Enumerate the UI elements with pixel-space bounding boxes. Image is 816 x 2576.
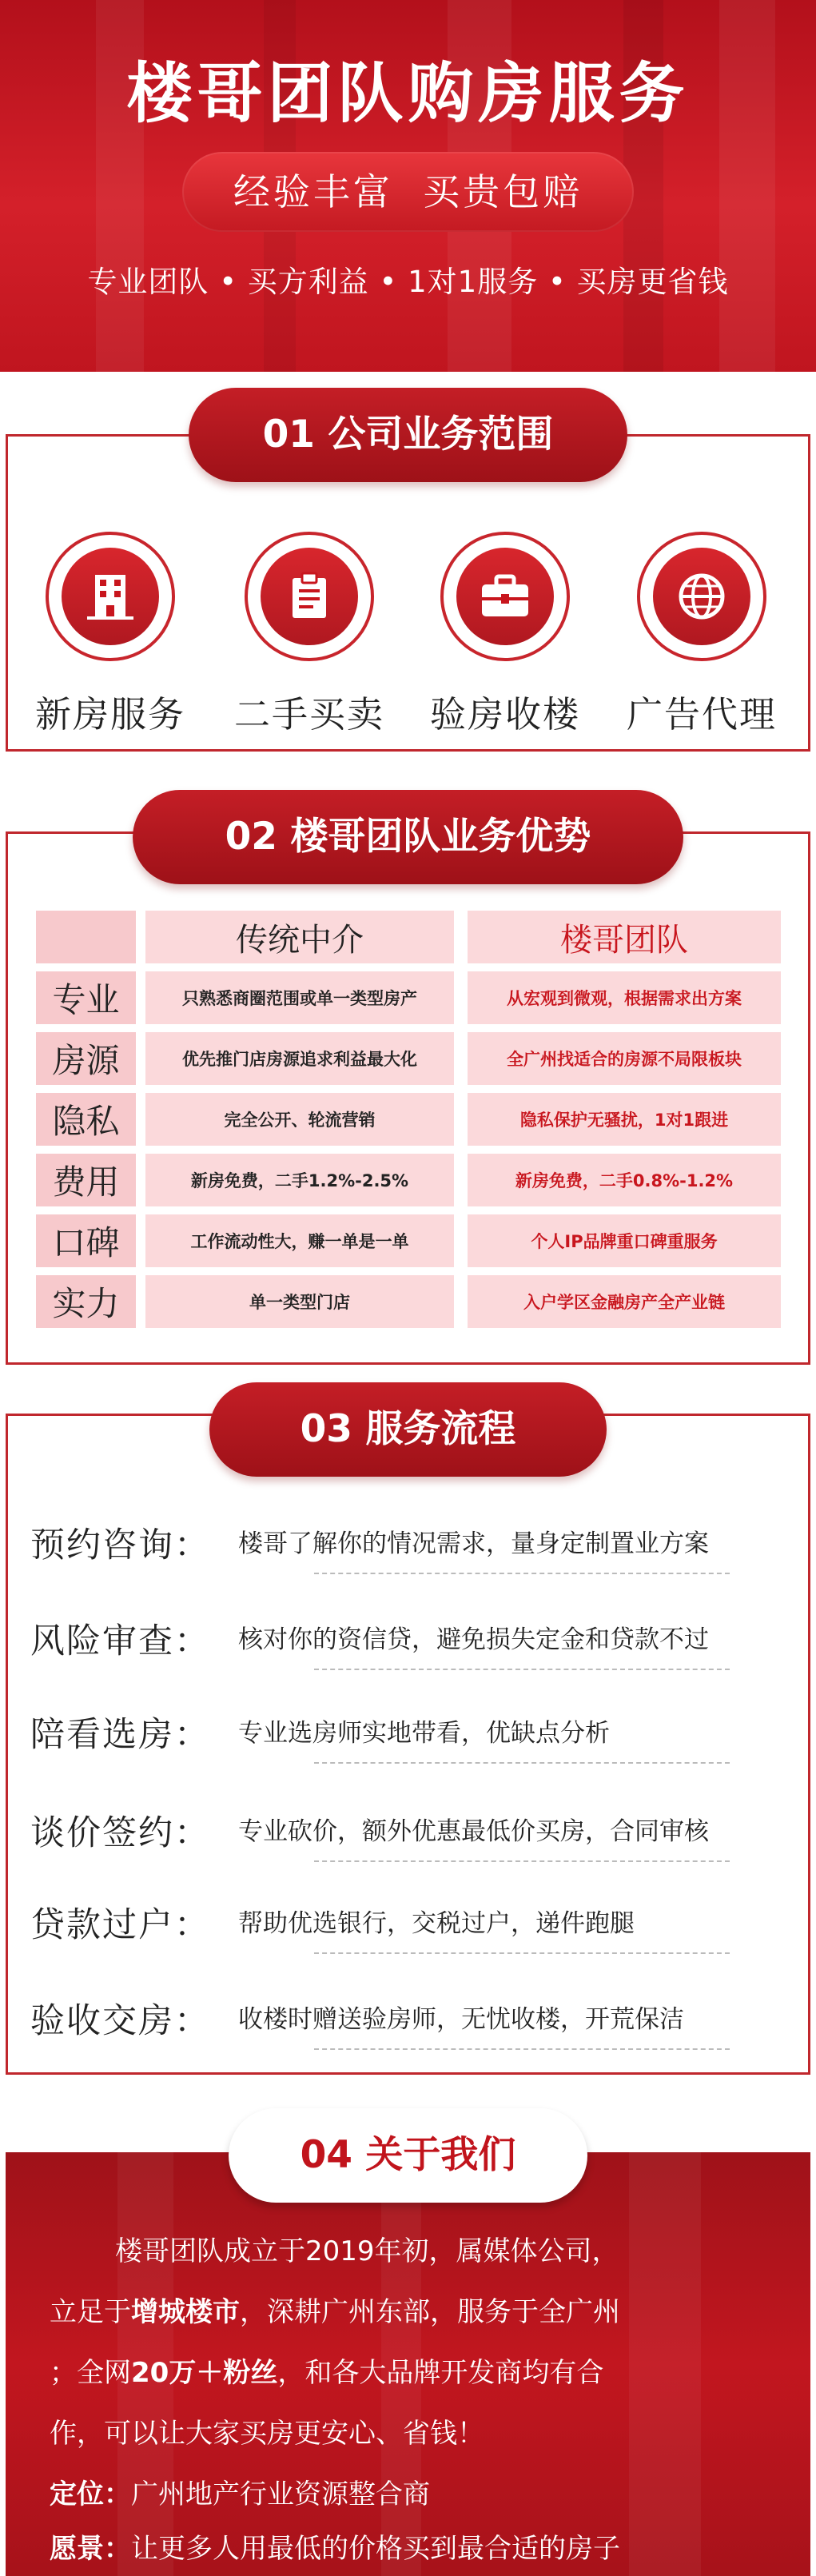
service-second-hand bbox=[225, 532, 393, 737]
about-value: 广州地产行业资源整合商 bbox=[131, 2478, 430, 2510]
table-cell-traditional: 完全公开、轮流营销 bbox=[145, 1093, 454, 1146]
about-text-span: ，深耕广州东部，服务于全广州 bbox=[240, 2296, 620, 2328]
toolbox-icon bbox=[456, 548, 554, 645]
header-banner bbox=[0, 0, 816, 372]
step-description: 专业选房师实地带看，优缺点分析 bbox=[238, 1719, 610, 1748]
step-description: 楼哥了解你的情况需求，量身定制置业方案 bbox=[238, 1529, 709, 1558]
step-name: 陪看选房： bbox=[30, 1715, 210, 1755]
section-title-03: 03 服务流程 bbox=[209, 1382, 607, 1477]
table-cell-traditional: 只熟悉商圈范围或单一类型房产 bbox=[145, 971, 454, 1024]
about-value: 让更多人用最低的价格买到最合适的房子 bbox=[131, 2533, 620, 2565]
header-slogan-pill: 经验丰富 买贵包赔 bbox=[182, 152, 634, 232]
flow-step bbox=[30, 1893, 790, 1957]
dashed-divider bbox=[314, 1762, 730, 1764]
about-line bbox=[50, 2343, 769, 2403]
about-highlight: 增城楼市 bbox=[131, 2296, 240, 2328]
about-text-span: ；全网 bbox=[50, 2357, 131, 2389]
about-line bbox=[50, 2282, 769, 2343]
flow-step bbox=[30, 1609, 790, 1673]
service-label: 广告代理 bbox=[626, 693, 777, 736]
about-vision bbox=[50, 2518, 769, 2576]
table-cell-team: 新房免费，二手0.8%-1.2% bbox=[468, 1154, 781, 1206]
row-label: 隐私 bbox=[36, 1093, 136, 1146]
globe-icon bbox=[653, 548, 750, 645]
service-icon-ring bbox=[245, 532, 374, 661]
service-label: 新房服务 bbox=[34, 693, 185, 736]
about-label: 愿景： bbox=[50, 2533, 131, 2565]
table-cell-team: 入户学区金融房产全产业链 bbox=[468, 1275, 781, 1328]
row-label: 实力 bbox=[36, 1275, 136, 1328]
service-label: 验房收楼 bbox=[429, 693, 580, 736]
about-position bbox=[50, 2464, 769, 2525]
step-description: 核对你的资信贷，避免损失定金和贷款不过 bbox=[238, 1625, 709, 1654]
about-text-span: ，和各大品牌开发商均有合 bbox=[277, 2357, 604, 2389]
step-description: 收楼时赠送验房师，无忧收楼，开荒保洁 bbox=[238, 2005, 684, 2034]
dashed-divider bbox=[314, 1669, 730, 1670]
row-label: 房源 bbox=[36, 1032, 136, 1085]
section-title-04: 04 关于我们 bbox=[229, 2108, 587, 2203]
header-subtitle: 专业团队 • 买方利益 • 1对1服务 • 买房更省钱 bbox=[87, 265, 729, 299]
service-icon-ring bbox=[46, 532, 175, 661]
step-name: 验收交房： bbox=[30, 2001, 210, 2041]
service-new-house bbox=[26, 532, 194, 737]
about-label: 定位： bbox=[50, 2478, 131, 2510]
step-name: 贷款过户： bbox=[30, 1905, 210, 1945]
clipboard-icon bbox=[261, 548, 358, 645]
flow-step bbox=[30, 1989, 790, 2053]
step-description: 专业砍价，额外优惠最低价买房，合同审核 bbox=[238, 1817, 709, 1846]
table-cell-traditional: 新房免费，二手1.2%-2.5% bbox=[145, 1154, 454, 1206]
table-cell-team: 全广州找适合的房源不局限板块 bbox=[468, 1032, 781, 1085]
table-cell-traditional: 工作流动性大，赚一单是一单 bbox=[145, 1214, 454, 1267]
table-cell-team: 从宏观到微观，根据需求出方案 bbox=[468, 971, 781, 1024]
step-name: 预约咨询： bbox=[30, 1525, 210, 1565]
row-label: 专业 bbox=[36, 971, 136, 1024]
service-label: 二手买卖 bbox=[233, 693, 384, 736]
about-line: 楼哥团队成立于2019年初，属媒体公司， bbox=[115, 2235, 619, 2267]
step-name: 风险审查： bbox=[30, 1621, 210, 1661]
about-highlight: 20万＋粉丝 bbox=[131, 2357, 278, 2389]
row-label: 口碑 bbox=[36, 1214, 136, 1267]
flow-step bbox=[30, 1703, 790, 1767]
about-text-span: 立足于 bbox=[50, 2296, 131, 2328]
dashed-divider bbox=[314, 1860, 730, 1862]
service-inspection bbox=[421, 532, 589, 737]
dashed-divider bbox=[314, 1952, 730, 1954]
table-cell-team: 隐私保护无骚扰，1对1跟进 bbox=[468, 1093, 781, 1146]
about-line: 作，可以让大家买房更安心、省钱！ bbox=[50, 2418, 484, 2450]
service-icon-ring bbox=[637, 532, 766, 661]
table-cell-traditional: 优先推门店房源追求利益最大化 bbox=[145, 1032, 454, 1085]
col-header-traditional: 传统中介 bbox=[145, 911, 454, 963]
step-description: 帮助优选银行，交税过户，递件跑腿 bbox=[238, 1909, 635, 1938]
table-cell-traditional: 单一类型门店 bbox=[145, 1275, 454, 1328]
table-corner bbox=[36, 911, 136, 963]
page-title: 楼哥团队购房服务 bbox=[126, 56, 690, 132]
service-icon-ring bbox=[440, 532, 570, 661]
flow-step bbox=[30, 1801, 790, 1865]
section-title-01: 01 公司业务范围 bbox=[189, 388, 627, 482]
step-name: 谈价签约： bbox=[30, 1813, 210, 1853]
service-ad-agency bbox=[618, 532, 786, 737]
dashed-divider bbox=[314, 1573, 730, 1574]
table-cell-team: 个人IP品牌重口碑重服务 bbox=[468, 1214, 781, 1267]
col-header-team: 楼哥团队 bbox=[468, 911, 781, 963]
row-label: 费用 bbox=[36, 1154, 136, 1206]
flow-step bbox=[30, 1513, 790, 1577]
dashed-divider bbox=[314, 2048, 730, 2050]
section-title-02: 02 楼哥团队业务优势 bbox=[133, 790, 683, 884]
building-icon bbox=[62, 548, 159, 645]
